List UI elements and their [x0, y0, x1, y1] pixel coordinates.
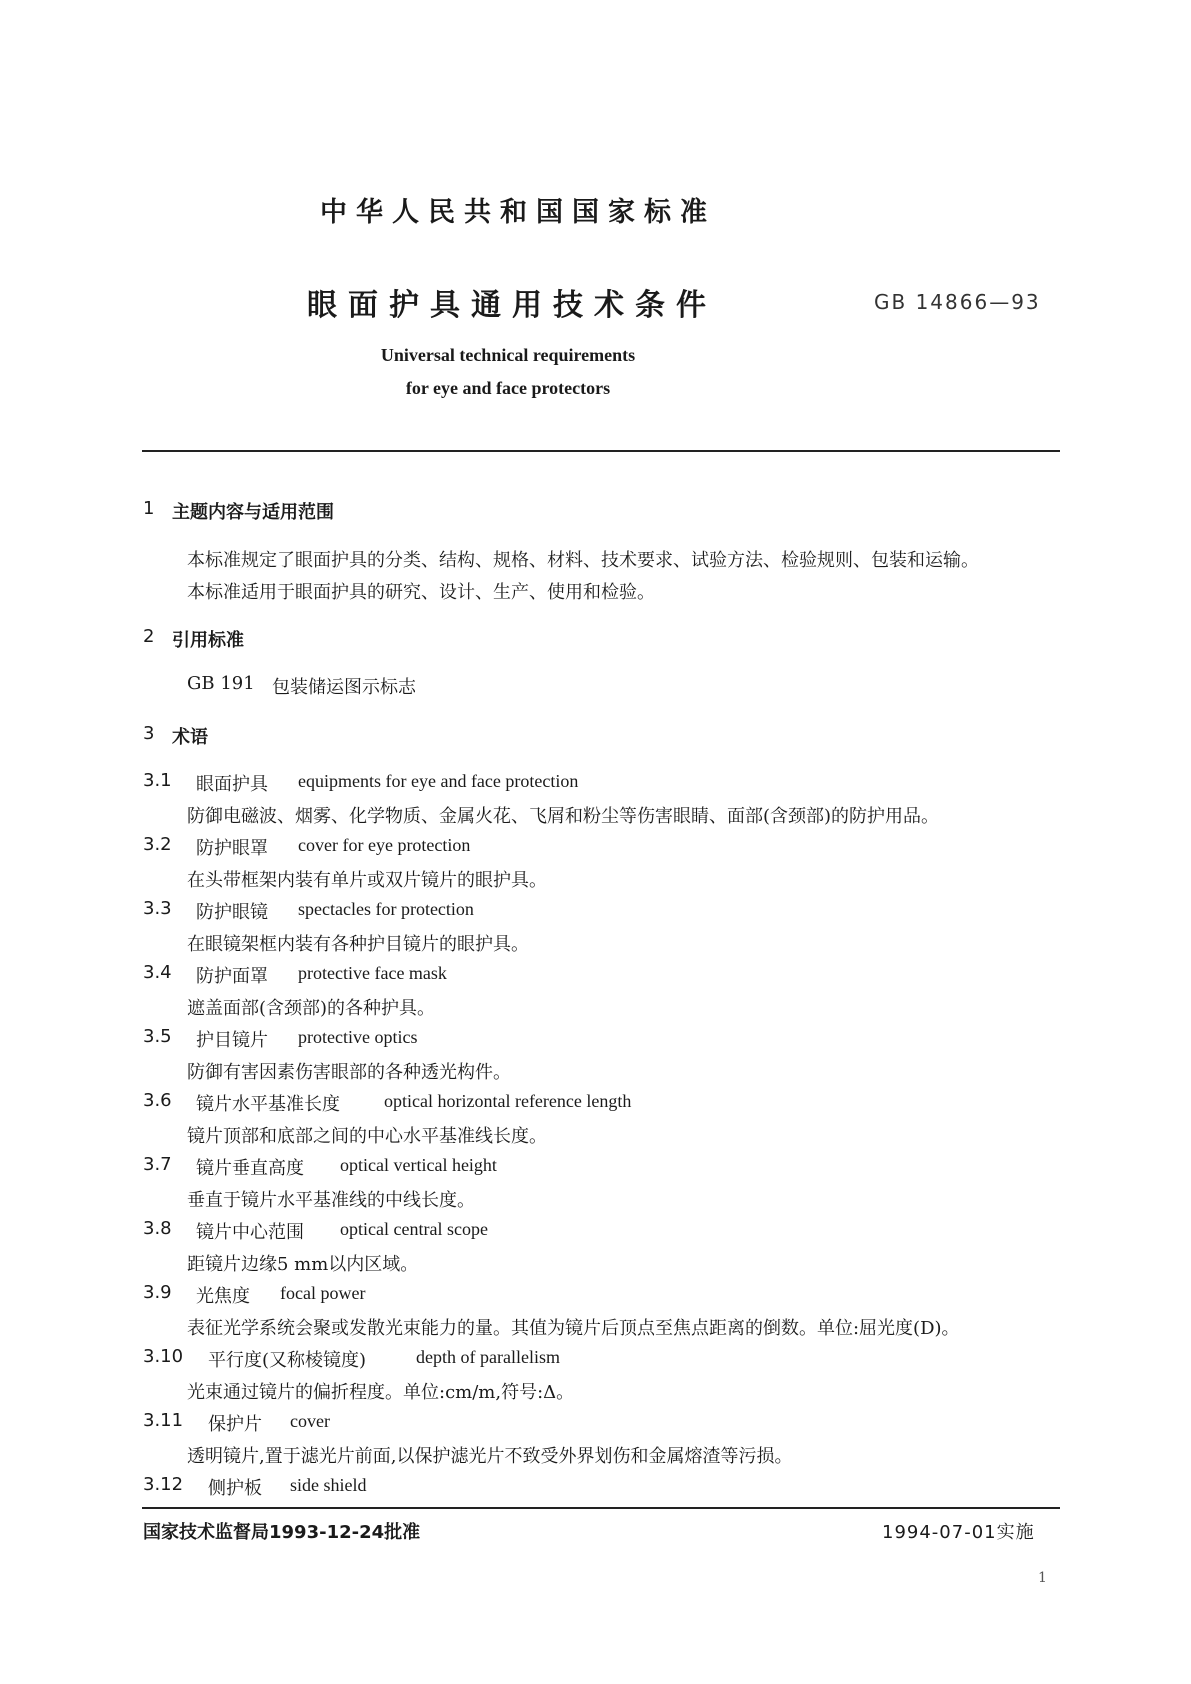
- term-definition: 垂直于镜片水平基准线的中线长度。: [187, 1190, 475, 1211]
- term-name-cn: 护目镜片: [196, 1030, 268, 1051]
- term-number: 3.6: [143, 1090, 172, 1111]
- section-3-number: 3: [143, 723, 155, 744]
- reference-name: 包装储运图示标志: [272, 677, 416, 698]
- term-name-en: cover: [290, 1411, 330, 1431]
- term-number: 3.12: [143, 1474, 184, 1495]
- term-number: 3.7: [143, 1154, 172, 1175]
- term-name-en: optical vertical height: [340, 1155, 497, 1175]
- term-name-cn: 平行度(又称棱镜度): [208, 1350, 367, 1371]
- term-number: 3.8: [143, 1218, 172, 1239]
- term-definition: 遮盖面部(含颈部)的各种护具。: [187, 998, 436, 1019]
- term-name-cn: 光焦度: [196, 1286, 250, 1307]
- term-name-en: optical central scope: [340, 1219, 488, 1239]
- term-definition: 在头带框架内装有单片或双片镜片的眼护具。: [187, 870, 547, 891]
- term-name-cn: 防护面罩: [196, 966, 268, 987]
- term-definition: 距镜片边缘5 mm以内区域。: [187, 1254, 419, 1275]
- term-number: 3.3: [143, 898, 172, 919]
- document-title-en-line1: Universal technical requirements: [380, 345, 636, 365]
- term-number: 3.11: [143, 1410, 184, 1431]
- term-number: 3.5: [143, 1026, 172, 1047]
- reference-code: GB 191: [187, 673, 255, 694]
- term-name-en: side shield: [290, 1475, 367, 1495]
- term-name-cn: 防护眼罩: [196, 838, 268, 859]
- term-name-en: optical horizontal reference length: [384, 1091, 632, 1111]
- term-definition: 防御有害因素伤害眼部的各种透光构件。: [187, 1062, 511, 1083]
- term-name-cn: 保护片: [208, 1414, 262, 1435]
- section-2-title: 引用标准: [172, 630, 244, 651]
- section-3-title: 术语: [172, 727, 208, 748]
- footer-divider: [142, 1507, 1060, 1509]
- section-1-title: 主题内容与适用范围: [172, 502, 334, 523]
- term-definition: 表征光学系统会聚或发散光束能力的量。其值为镜片后顶点至焦点距离的倒数。单位:屈光度(D)。: [187, 1318, 960, 1339]
- term-definition: 在眼镜架框内装有各种护目镜片的眼护具。: [187, 934, 529, 955]
- term-number: 3.2: [143, 834, 172, 855]
- term-number: 3.9: [143, 1282, 172, 1303]
- term-name-cn: 镜片水平基准长度: [196, 1094, 340, 1115]
- term-name-en: spectacles for protection: [298, 899, 474, 919]
- term-name-en: cover for eye protection: [298, 835, 471, 855]
- term-name-en: equipments for eye and face protection: [298, 771, 579, 791]
- term-number: 3.4: [143, 962, 172, 983]
- term-name-cn: 镜片垂直高度: [196, 1158, 304, 1179]
- term-definition: 防御电磁波、烟雾、化学物质、金属火花、飞屑和粉尘等伤害眼睛、面部(含颈部)的防护用品。: [187, 806, 940, 827]
- standard-number: GB 14866—93: [874, 290, 1041, 314]
- term-number: 3.10: [143, 1346, 184, 1367]
- approval-statement: 国家技术监督局1993-12-24批准: [143, 1522, 421, 1543]
- document-title-en-line2: for eye and face protectors: [405, 378, 611, 398]
- term-name-cn: 镜片中心范围: [196, 1222, 304, 1243]
- section-1-paragraph-2: 本标准适用于眼面护具的研究、设计、生产、使用和检验。: [187, 582, 655, 603]
- term-name-cn: 防护眼镜: [196, 902, 268, 923]
- term-definition: 光束通过镜片的偏折程度。单位:cm/m,符号:Δ。: [187, 1382, 575, 1403]
- term-name-cn: 眼面护具: [196, 774, 268, 795]
- term-definition: 透明镜片,置于滤光片前面,以保护滤光片不致受外界划伤和金属熔渣等污损。: [187, 1446, 793, 1467]
- section-1-paragraph-1: 本标准规定了眼面护具的分类、结构、规格、材料、技术要求、试验方法、检验规则、包装和运输。: [187, 550, 979, 571]
- page-number: 1: [1038, 1570, 1047, 1586]
- national-standard-heading: 中华人民共和国国家标准: [320, 197, 716, 228]
- term-name-en: protective face mask: [298, 963, 447, 983]
- document-title-cn: 眼面护具通用技术条件: [307, 288, 717, 323]
- term-number: 3.1: [143, 770, 172, 791]
- header-divider: [142, 450, 1060, 452]
- implementation-date: 1994-07-01实施: [882, 1522, 1035, 1543]
- section-2-number: 2: [143, 626, 155, 647]
- term-definition: 镜片顶部和底部之间的中心水平基准线长度。: [187, 1126, 547, 1147]
- term-name-cn: 侧护板: [208, 1478, 262, 1499]
- term-name-en: depth of parallelism: [416, 1347, 560, 1367]
- term-name-en: focal power: [280, 1283, 366, 1303]
- term-name-en: protective optics: [298, 1027, 418, 1047]
- section-1-number: 1: [143, 498, 155, 519]
